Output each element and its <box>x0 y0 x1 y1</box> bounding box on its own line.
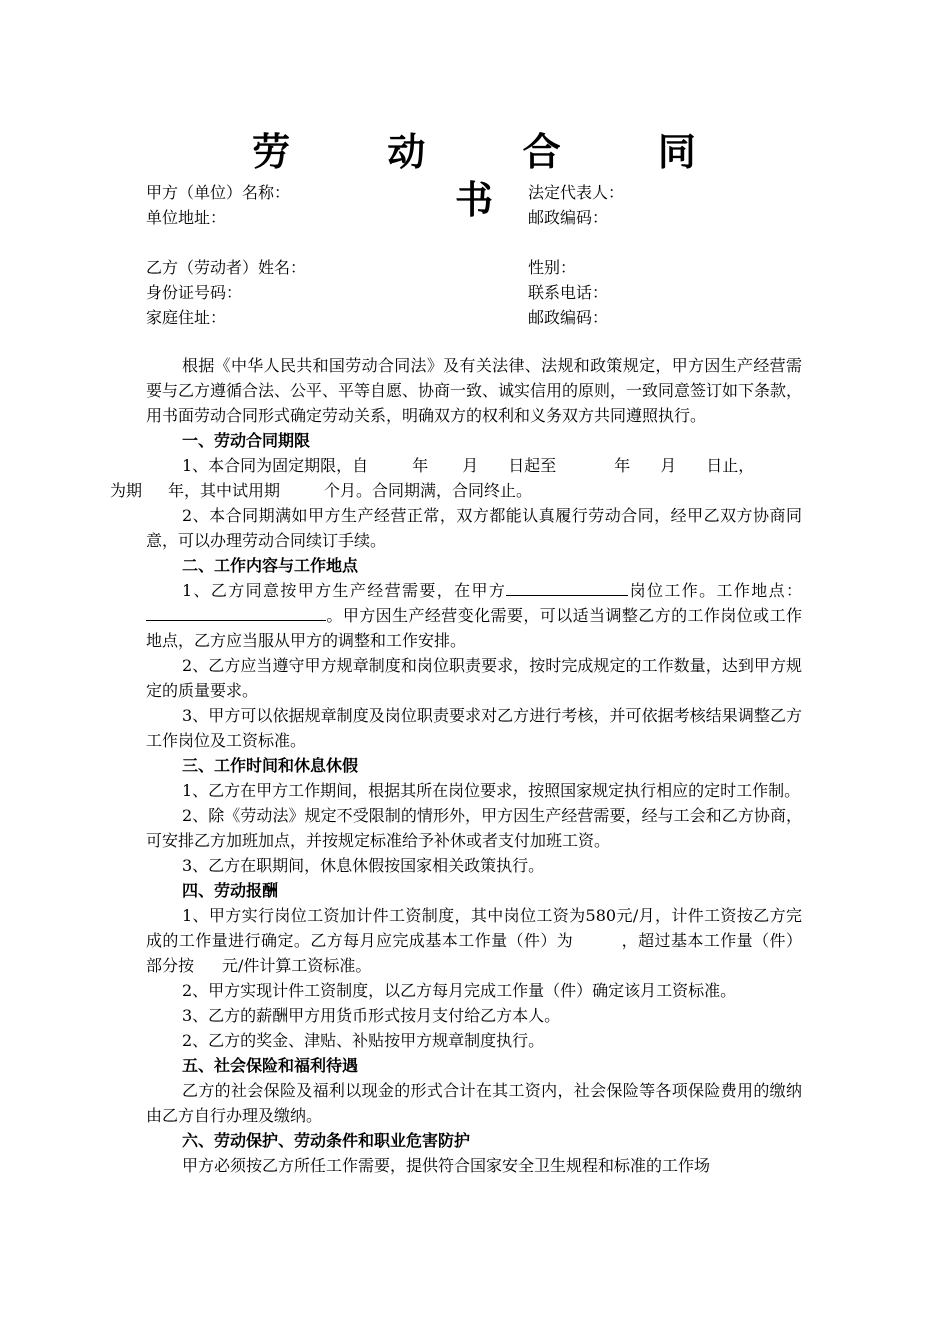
party-a-postcode-label: 邮政编码： <box>528 208 609 227</box>
section-2-paragraph-1 <box>146 578 802 653</box>
s2-text-b: 岗位工作。工作地点： <box>628 581 802 600</box>
party-b-row-1 <box>146 255 802 280</box>
s1-month-1: 月 <box>462 456 479 475</box>
intro-paragraph: 根据《中华人民共和国劳动合同法》及有关法律、法规和政策规定，甲方因生产经营需要与乙方遵循合法、公平、平等自愿、协商一致、诚实信用的原则，一致同意签订如下条款，用书面劳动合同形式确定劳动关系，明确双方的权利和义务双方共同遵照执行。 <box>146 356 803 425</box>
phone-label: 联系电话： <box>528 283 609 302</box>
party-b-row-2 <box>146 280 802 305</box>
section-4-paragraph-4: 2、乙方的奖金、津贴、补贴按甲方规章制度执行。 <box>182 1031 545 1050</box>
home-address-label: 家庭住址： <box>146 308 227 327</box>
section-1-heading: 一、劳动合同期限 <box>182 431 311 450</box>
section-4-heading: 四、劳动报酬 <box>182 881 279 900</box>
section-6-heading: 六、劳动保护、劳动条件和职业危害防护 <box>182 1131 471 1150</box>
party-a-address-label: 单位地址： <box>146 208 227 227</box>
party-b-name-label: 乙方（劳动者）姓名： <box>146 258 307 277</box>
party-a-row-2 <box>146 205 802 230</box>
s1-year-1: 年 <box>412 456 429 475</box>
s1-year-2: 年 <box>614 456 631 475</box>
party-b-postcode-label: 邮政编码： <box>528 308 609 327</box>
section-1-paragraph-2: 2、本合同期满如甲方生产经营正常，双方都能认真履行劳动合同，经甲乙双方协商同意，可以办理劳动合同续订手续。 <box>146 506 802 550</box>
party-a-name-label: 甲方（单位）名称： <box>146 183 291 202</box>
section-2-paragraph-2: 2、乙方应当遵守甲方规章制度和岗位职责要求，按时完成规定的工作数量，达到甲方规定的质量要求。 <box>146 656 802 700</box>
s4-text-b: ，超过基本工作量（件）部分按 <box>146 931 802 975</box>
s1-probation-label: 年，其中试用期 <box>168 481 281 500</box>
party-a-row-1 <box>146 180 802 205</box>
party-b-row-3 <box>146 305 802 330</box>
s1-end-text: 个月。合同期满，合同终止。 <box>324 481 533 500</box>
s1-text: 1、本合同为固定期限，自 <box>182 456 369 475</box>
section-4-paragraph-1 <box>146 903 802 978</box>
section-3-paragraph-3: 3、乙方在职期间，休息休假按国家相关政策执行。 <box>182 856 545 875</box>
section-3-heading: 三、工作时间和休息休假 <box>182 756 359 775</box>
s2-text-c: 。甲方因生产经营变化需要，可以适当调整乙方的工作岗位或工作地点，乙方应当服从甲方的调整和工作安排。 <box>146 606 802 650</box>
legal-rep-label: 法定代表人： <box>528 183 625 202</box>
s1-month-2: 月 <box>660 456 677 475</box>
document-title: 劳 动 合 同 书 <box>252 129 738 222</box>
location-blank <box>146 604 326 621</box>
section-3-paragraph-2: 2、除《劳动法》规定不受限制的情形外，甲方因生产经营需要，经与工会和乙方协商，可安排乙方加班加点，并按规定标准给予补休或者支付加班工资。 <box>146 806 802 850</box>
s4-text-c: 元/件计算工资标准。 <box>222 956 372 975</box>
post-blank <box>506 579 628 596</box>
s4-text-a: 1、甲方实行岗位工资加计件工资制度，其中岗位工资为580元/月，计件工资按乙方完成的工作量进行确定。乙方每月应完成基本工作量（件）为 <box>146 906 802 950</box>
section-5-heading: 五、社会保险和福利待遇 <box>182 1056 359 1075</box>
section-2-heading: 二、工作内容与工作地点 <box>182 556 359 575</box>
id-number-label: 身份证号码： <box>146 283 243 302</box>
s1-day-1: 日起至 <box>508 456 557 475</box>
section-5-paragraph-1: 乙方的社会保险及福利以现金的形式合计在其工资内，社会保险等各项保险费用的缴纳由乙方自行办理及缴纳。 <box>146 1081 802 1125</box>
gender-label: 性别： <box>528 258 577 277</box>
section-2-paragraph-3: 3、甲方可以依据规章制度及岗位职责要求对乙方进行考核，并可依据考核结果调整乙方工作岗位及工资标准。 <box>146 706 802 750</box>
section-3-paragraph-1: 1、乙方在甲方工作期间，根据其所在岗位要求，按照国家规定执行相应的定时工作制。 <box>182 781 801 800</box>
s2-text-a: 1、乙方同意按甲方生产经营需要，在甲方 <box>182 581 507 600</box>
section-1-paragraph-1 <box>110 453 802 503</box>
section-6-paragraph-1: 甲方必须按乙方所任工作需要，提供符合国家安全卫生规程和标准的工作场 <box>182 1156 711 1175</box>
spacer <box>146 230 802 255</box>
s1-term-label: 为期 <box>110 481 143 500</box>
section-4-paragraph-3: 3、乙方的薪酬甲方用货币形式按月支付给乙方本人。 <box>182 1006 561 1025</box>
s1-day-2: 日止， <box>706 456 755 475</box>
spacer <box>146 330 802 353</box>
section-4-paragraph-2: 2、甲方实现计件工资制度，以乙方每月完成工作量（件）确定该月工资标准。 <box>182 981 737 1000</box>
